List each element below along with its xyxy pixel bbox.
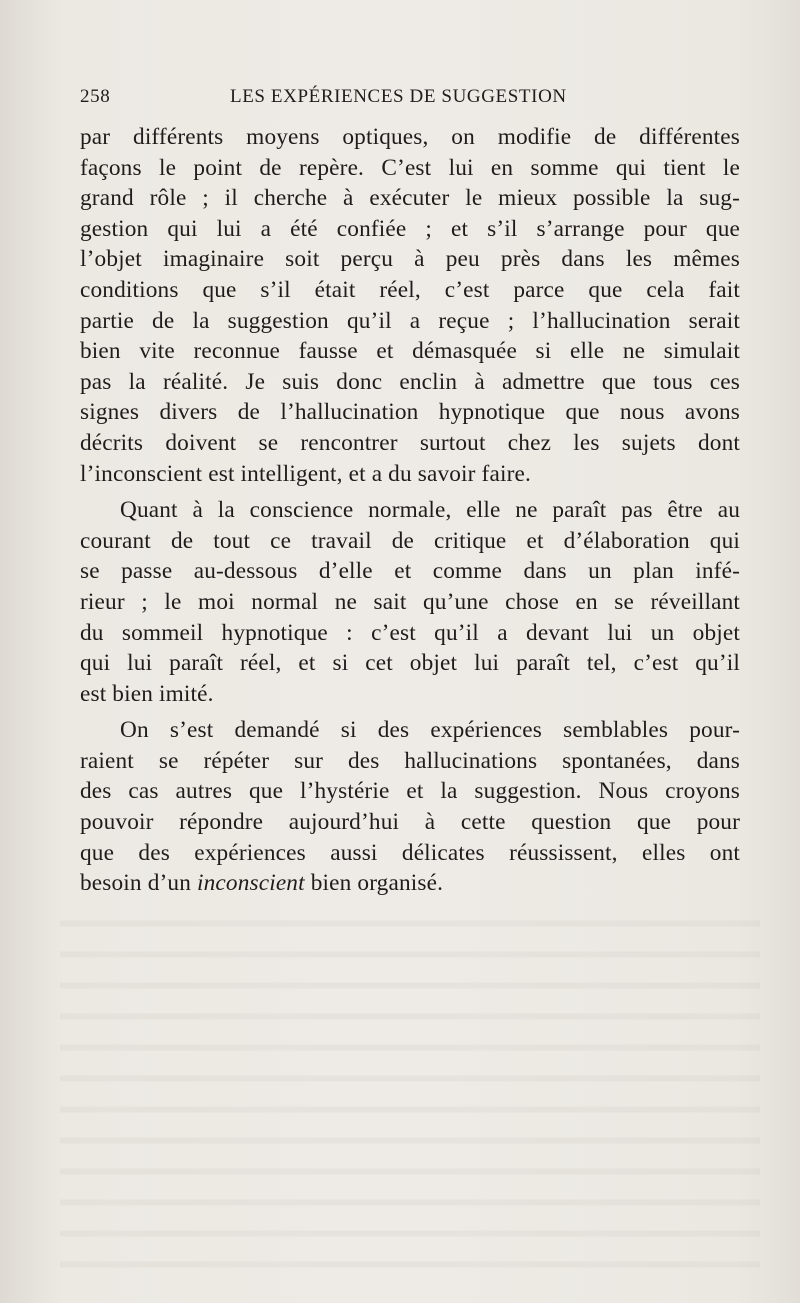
text-line: des cas autres que l’hystérie et la suggestion. Nous croyons [80, 778, 740, 805]
text-line: par différents moyens optiques, on modifie de différentes [80, 124, 740, 150]
body-text [80, 122, 740, 899]
text-line: bien vite reconnue fausse et démasquée si elle ne simulait [80, 338, 740, 365]
text-line: se passe au-dessous d’elle et comme dans un plan infé- [80, 558, 740, 585]
text-line: pouvoir répondre aujourd’hui à cette question que pour [80, 809, 740, 836]
text-line: raient se répéter sur des hallucinations spontanées, dans [80, 747, 740, 774]
text-line: rieur ; le moi normal ne sait qu’une chose en se réveillant [80, 588, 740, 615]
text-line: que des expériences aussi délicates réussissent, elles ont [80, 839, 740, 866]
text-fragment: bien organisé. [304, 870, 444, 897]
text-line: l’objet imaginaire soit perçu à peu près dans les mêmes [80, 246, 740, 273]
text-line: l’inconscient est intelligent, et a du savoir faire. [80, 460, 531, 487]
text-line: pas la réalité. Je suis donc enclin à admettre que tous ces [80, 368, 740, 395]
text-line: signes divers de l’hallucination hypnotique que nous avons [80, 399, 740, 426]
text-line: courant de tout ce travail de critique et d’élaboration qui [80, 527, 740, 554]
text-line: On s’est demandé si des expériences semblables pour- [120, 717, 740, 744]
text-line: gestion qui lui a été confiée ; et s’il s’arrange pour que [80, 215, 740, 242]
text-line: qui lui paraît réel, et si cet objet lui paraît tel, c’est qu’il [80, 650, 740, 677]
text-fragment: besoin d’un [80, 870, 197, 897]
text-line: façons le point de repère. C’est lui en somme qui tient le [80, 154, 740, 181]
text-line: conditions que s’il était réel, c’est parce que cela fait [80, 276, 740, 303]
paragraph [80, 495, 740, 709]
text-line: Quant à la conscience normale, elle ne paraît pas être au [120, 497, 740, 524]
running-head: LES EXPÉRIENCES DE SUGGESTION [230, 86, 567, 107]
page-number: 258 [80, 86, 111, 107]
text-line: du sommeil hypnotique : c’est qu’il a devant lui un objet [80, 619, 740, 646]
paragraph [80, 715, 740, 899]
paragraph [80, 122, 740, 489]
show-through-texture [60, 900, 760, 1280]
text-line: décrits doivent se rencontrer surtout chez les sujets dont [80, 429, 740, 456]
text-line: est bien imité. [80, 680, 214, 707]
text-line [80, 868, 740, 899]
text-line: grand rôle ; il cherche à exécuter le mieux possible la sug- [80, 185, 740, 212]
emphasized-word: inconscient [196, 870, 305, 897]
text-line: partie de la suggestion qu’il a reçue ; l’hallucination serait [80, 307, 740, 334]
page-header [80, 86, 740, 116]
